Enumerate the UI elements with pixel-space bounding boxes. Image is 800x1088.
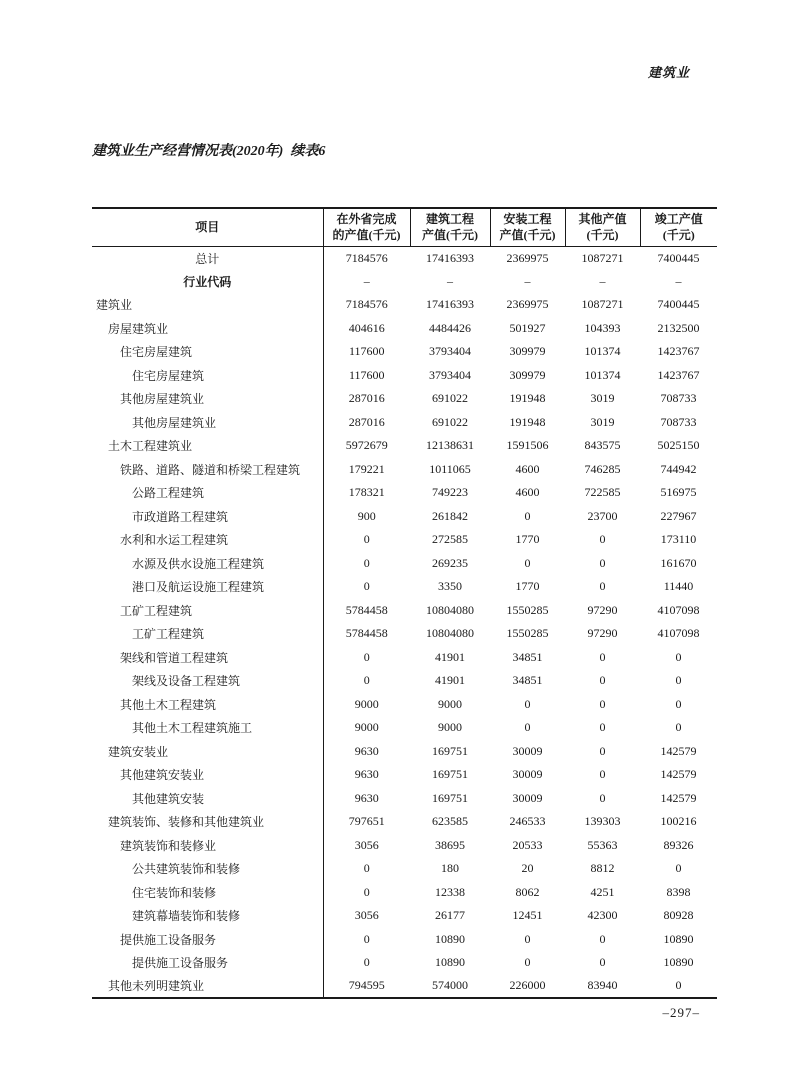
cell-value: 34851 [512,673,543,688]
cell-value: 12451 [512,908,543,923]
column-header-line1: 建筑工程 [425,212,474,227]
cell-value: 17416393 [426,250,474,265]
cell-value: 97290 [587,626,618,641]
row-label: 建筑业 [92,293,323,317]
cell-value: 3019 [590,391,615,406]
row-label: 工矿工程建筑 [92,622,323,646]
cell-value: 117600 [348,344,385,359]
cell-value: 180 [441,861,459,876]
row-label: 港口及航运设施工程建筑 [92,575,323,599]
table-row [92,317,717,341]
row-label: 土木工程建筑业 [92,434,323,458]
table-row [92,599,717,623]
cell-value: 0 [363,861,370,876]
row-label: 水源及供水设施工程建筑 [92,552,323,576]
cell-value: 261842 [432,508,468,523]
cell-value: 161670 [660,555,697,570]
row-label: 房屋建筑业 [92,317,323,341]
cell-value: 10804080 [426,602,474,617]
table-row [92,246,717,270]
cell-value: 272585 [432,532,468,547]
table-row [92,693,717,717]
column-header [490,208,565,246]
cell-value: 0 [524,508,531,523]
cell-value: – [675,273,682,288]
cell-value: 708733 [660,391,697,406]
cell-value: 11440 [663,579,694,594]
cell-value: 89326 [663,837,694,852]
row-label: 住宅房屋建筑 [92,364,323,388]
cell-value: 5025150 [657,438,700,453]
cell-value: 10890 [435,931,465,946]
cell-value: 9630 [354,743,379,758]
cell-value: 708733 [660,414,697,429]
cell-value: 623585 [432,814,468,829]
cell-value: 20 [521,861,534,876]
row-label: 建筑装饰和装修业 [92,834,323,858]
cell-value: – [363,273,370,288]
cell-value: 4107098 [657,602,700,617]
cell-value: 10890 [663,955,694,970]
table-row [92,505,717,529]
column-header-line1: 项目 [195,220,220,235]
table-row [92,763,717,787]
cell-value: 4600 [515,461,540,476]
table-row [92,857,717,881]
cell-value: 309979 [509,367,546,382]
cell-value: 0 [599,743,606,758]
column-header-line1: 安装工程 [503,212,552,227]
column-header-line2: 产值(千元) [499,228,556,243]
cell-value: 4107098 [657,626,700,641]
column-header-line2: (千元) [586,228,619,243]
row-label: 公路工程建筑 [92,481,323,505]
row-label: 其他土木工程建筑施工 [92,716,323,740]
row-label: 其他建筑安装 [92,787,323,811]
cell-value: 287016 [348,414,385,429]
column-header-line2: (千元) [662,228,695,243]
cell-value: 501927 [509,320,546,335]
cell-value: 1550285 [506,602,549,617]
cell-value: 34851 [512,649,543,664]
cell-value: 4600 [515,485,540,500]
cell-value: 574000 [432,978,468,993]
cell-value: 0 [675,978,682,993]
column-header [323,208,410,246]
cell-value: 516975 [660,485,697,500]
row-label: 总计 [92,246,323,270]
column-header-line1: 其他产值 [578,212,627,227]
cell-value: 691022 [432,414,468,429]
cell-value: – [524,273,531,288]
cell-value: 41901 [435,649,465,664]
cell-value: 8398 [666,884,691,899]
cell-value: 0 [524,555,531,570]
cell-value: 1550285 [506,626,549,641]
cell-value: 1591506 [506,438,549,453]
cell-value: 0 [363,884,370,899]
cell-value: 9000 [354,696,379,711]
table-row [92,904,717,928]
table-row [92,387,717,411]
cell-value: 30009 [512,767,543,782]
cell-value: 9630 [354,767,379,782]
cell-value: 0 [599,720,606,735]
cell-value: 797651 [348,814,385,829]
cell-value: 0 [524,931,531,946]
table-row [92,951,717,975]
table-row [92,928,717,952]
table-row [92,411,717,435]
cell-value: 722585 [584,485,621,500]
cell-value: 0 [363,931,370,946]
cell-value: 287016 [348,391,385,406]
cell-value: 7400445 [657,297,700,312]
column-header-line1: 在外省完成 [336,212,397,227]
cell-value: 794595 [348,978,385,993]
table-row [92,716,717,740]
row-label: 住宅房屋建筑 [92,340,323,364]
cell-value: 142579 [660,767,697,782]
cell-value: 169751 [432,743,468,758]
cell-value: 0 [599,579,606,594]
cell-value: 117600 [348,367,385,382]
cell-value: 7400445 [657,250,700,265]
cell-value: 173110 [660,532,697,547]
cell-value: 101374 [584,344,621,359]
cell-value: 0 [599,555,606,570]
row-label: 市政道路工程建筑 [92,505,323,529]
table-row [92,270,717,294]
table-row [92,481,717,505]
cell-value: 744942 [660,461,697,476]
cell-value: 10890 [435,955,465,970]
cell-value: 3793404 [429,344,471,359]
cell-value: 169751 [432,767,468,782]
cell-value: 142579 [660,743,697,758]
cell-value: 0 [363,532,370,547]
cell-value: 5784458 [345,602,388,617]
cell-value: 7184576 [345,250,388,265]
cell-value: 0 [363,649,370,664]
cell-value: 20533 [512,837,543,852]
cell-value: 23700 [587,508,618,523]
column-header-line2: 的产值(千元) [332,228,401,243]
cell-value: 97290 [587,602,618,617]
running-header: 建筑业 [647,65,690,80]
table-body [92,246,717,998]
table-row [92,293,717,317]
row-label: 工矿工程建筑 [92,599,323,623]
table-row [92,458,717,482]
cell-value: 0 [675,673,682,688]
cell-value: 1423767 [657,367,700,382]
row-label: 住宅装饰和装修 [92,881,323,905]
cell-value: 246533 [509,814,546,829]
cell-value: 0 [599,767,606,782]
row-label: 建筑幕墙装饰和装修 [92,904,323,928]
cell-value: 10890 [663,931,694,946]
cell-value: 2369975 [506,250,549,265]
cell-value: – [599,273,606,288]
row-label: 其他建筑安装业 [92,763,323,787]
statistics-table [92,207,717,999]
cell-value: 83940 [587,978,618,993]
cell-value: 3056 [354,837,379,852]
cell-value: 1770 [515,532,540,547]
row-label: 建筑安装业 [92,740,323,764]
cell-value: 1011065 [429,461,471,476]
cell-value: 0 [675,649,682,664]
cell-value: 178321 [348,485,385,500]
cell-value: 3350 [438,579,462,594]
cell-value: 191948 [509,391,546,406]
cell-value: 0 [599,955,606,970]
table-row [92,340,717,364]
cell-value: 2369975 [506,297,549,312]
cell-value: 9630 [354,790,379,805]
table-row [92,528,717,552]
table-row [92,975,717,999]
cell-value: 3019 [590,414,615,429]
cell-value: 226000 [509,978,546,993]
cell-value: 0 [524,720,531,735]
cell-value: 691022 [432,391,468,406]
cell-value: 139303 [584,814,621,829]
row-label: 建筑装饰、装修和其他建筑业 [92,810,323,834]
cell-value: 191948 [509,414,546,429]
cell-value: 0 [599,649,606,664]
row-label: 提供施工设备服务 [92,928,323,952]
row-label: 其他未列明建筑业 [92,975,323,999]
cell-value: 1423767 [657,344,700,359]
cell-value: 1087271 [581,250,624,265]
cell-value: 80928 [663,908,694,923]
cell-value: 142579 [660,790,697,805]
row-label: 铁路、道路、隧道和桥梁工程建筑 [92,458,323,482]
cell-value: 8062 [515,884,540,899]
cell-value: 169751 [432,790,468,805]
cell-value: 0 [599,931,606,946]
column-header-line1: 竣工产值 [654,212,703,227]
row-label: 其他房屋建筑业 [92,411,323,435]
row-label: 架线及设备工程建筑 [92,669,323,693]
cell-value: 746285 [584,461,621,476]
table-row [92,552,717,576]
table-row [92,646,717,670]
table-row [92,622,717,646]
row-label: 其他房屋建筑业 [92,387,323,411]
cell-value: 100216 [660,814,697,829]
cell-value: 12338 [435,884,465,899]
cell-value: 10804080 [426,626,474,641]
cell-value: 0 [363,673,370,688]
column-header [565,208,640,246]
cell-value: 55363 [587,837,618,852]
cell-value: 0 [675,696,682,711]
cell-value: 0 [363,555,370,570]
table-row [92,434,717,458]
page-title: 建筑业生产经营情况表(2020年) 续表6 [92,144,326,159]
cell-value: 0 [599,790,606,805]
cell-value: 104393 [584,320,621,335]
column-header [410,208,490,246]
cell-value: 0 [524,696,531,711]
row-label: 水利和水运工程建筑 [92,528,323,552]
cell-value: 38695 [435,837,465,852]
cell-value: 9000 [354,720,379,735]
cell-value: 309979 [509,344,546,359]
cell-value: 179221 [348,461,385,476]
cell-value: – [447,273,453,288]
cell-value: 0 [599,532,606,547]
table-header-row [92,208,717,246]
cell-value: 749223 [432,485,468,500]
table-row [92,810,717,834]
cell-value: 900 [357,508,376,523]
cell-value: 843575 [584,438,621,453]
table-row [92,881,717,905]
cell-value: 26177 [435,908,465,923]
table-row [92,740,717,764]
table-row [92,575,717,599]
cell-value: 0 [524,955,531,970]
cell-value: 0 [363,955,370,970]
column-header [640,208,717,246]
cell-value: 3793404 [429,367,471,382]
row-label: 架线和管道工程建筑 [92,646,323,670]
table-row [92,669,717,693]
row-label: 提供施工设备服务 [92,951,323,975]
column-header [92,208,323,246]
cell-value: 8812 [590,861,615,876]
cell-value: 0 [599,673,606,688]
cell-value: 42300 [587,908,618,923]
cell-value: 30009 [512,743,543,758]
cell-value: 0 [675,720,682,735]
cell-value: 1770 [515,579,540,594]
cell-value: 5972679 [345,438,388,453]
statistics-table-container [92,207,717,999]
table-row [92,834,717,858]
table-row [92,364,717,388]
cell-value: 41901 [435,673,465,688]
cell-value: 0 [363,579,370,594]
cell-value: 17416393 [426,297,474,312]
cell-value: 4251 [590,884,615,899]
row-label: 其他土木工程建筑 [92,693,323,717]
row-label: 行业代码 [92,270,323,294]
cell-value: 3056 [354,908,379,923]
cell-value: 4484426 [429,320,471,335]
page-number: –297– [662,1005,700,1020]
cell-value: 12138631 [426,438,474,453]
cell-value: 2132500 [657,320,700,335]
cell-value: 404616 [348,320,385,335]
cell-value: 5784458 [345,626,388,641]
cell-value: 0 [599,696,606,711]
cell-value: 101374 [584,367,621,382]
cell-value: 30009 [512,790,543,805]
cell-value: 227967 [660,508,697,523]
cell-value: 0 [675,861,682,876]
cell-value: 7184576 [345,297,388,312]
row-label: 公共建筑装饰和装修 [92,857,323,881]
column-header-line2: 产值(千元) [422,228,478,243]
cell-value: 1087271 [581,297,624,312]
cell-value: 269235 [432,555,468,570]
cell-value: 9000 [438,720,462,735]
cell-value: 9000 [438,696,462,711]
table-row [92,787,717,811]
